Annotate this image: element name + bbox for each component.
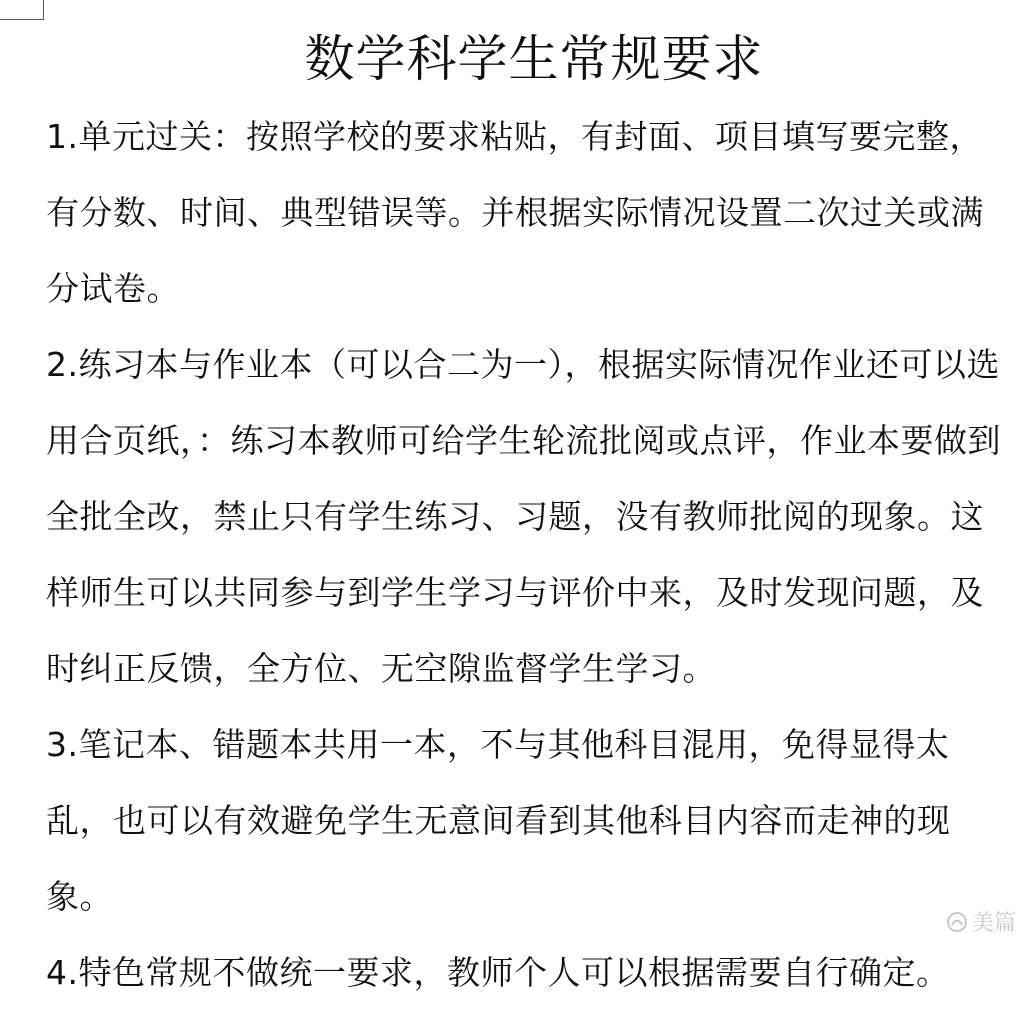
paragraph-3: 3.笔记本、错题本共用一本，不与其他科目混用，免得显得太乱，也可以有效避免学生无意间看到其他科目内容而走神的现象。 [46, 725, 951, 916]
watermark [946, 906, 1016, 937]
paragraph-4: 4.特色常规不做统一要求，教师个人可以根据需要自行确定。 [46, 953, 950, 992]
paragraph-2: 2.练习本与作业本（可以合二为一），根据实际情况作业还可以选用合页纸，：练习本教师可给学生轮流批阅或点评，作业本要做到全批全改，禁止只有学生练习、习题，没有教师批阅的现象。这样师生可以共同参与到学生学习与评价中来，及时发现问题，及时纠正反馈，全方位、无空隙监督学生学习。 [46, 345, 1001, 688]
corner-crop-mark [0, 0, 44, 20]
document-title: 数学科学生常规要求 [304, 30, 764, 88]
watermark-text: 美篇 [971, 911, 1016, 936]
paragraph-1: 1.单元过关：按照学校的要求粘贴，有封面、项目填写要完整，有分数、时间、典型错误等。并根据实际情况设置二次过关或满分试卷。 [46, 117, 984, 308]
document-body [46, 99, 1012, 1011]
meipian-logo-icon [946, 911, 968, 933]
